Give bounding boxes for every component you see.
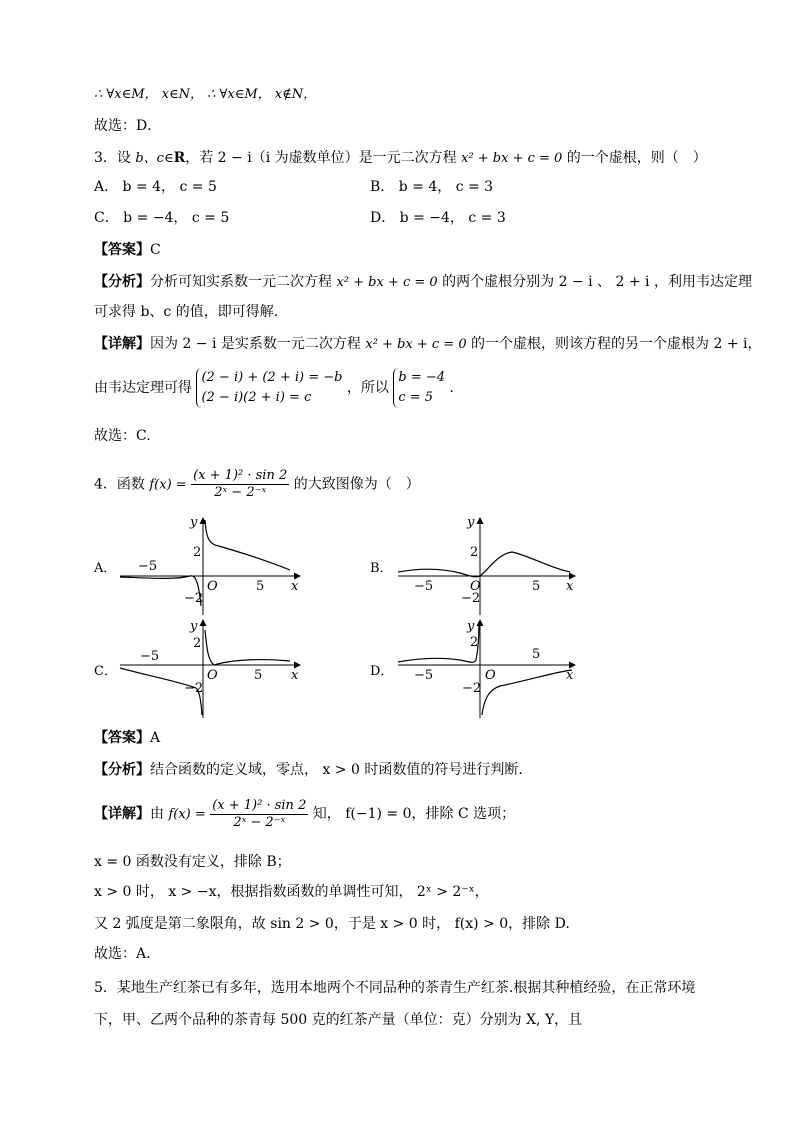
graph-a-label: A． bbox=[94, 561, 117, 576]
svg-text:x: x bbox=[291, 668, 299, 683]
svg-text:5: 5 bbox=[254, 668, 263, 683]
svg-text:2: 2 bbox=[470, 545, 479, 560]
svg-text:5: 5 bbox=[532, 579, 541, 594]
svg-text:5: 5 bbox=[532, 647, 541, 662]
q3-answer: 【答案】C bbox=[94, 242, 161, 258]
graph-c-curve bbox=[120, 630, 290, 715]
svg-text:y: y bbox=[467, 515, 475, 530]
q4-line-b: x = 0 函数没有定义，排除 B； bbox=[94, 854, 291, 870]
q4-detail-fraction: $\frac{\text{(x + 1)² · sin 2}}{\text{2ˣ − 2⁻ˣ}}$ bbox=[212, 797, 307, 830]
svg-text:y: y bbox=[190, 515, 198, 530]
set-condition-line: ∴ ∀x∈M， x∈N， ∴ ∀x∈M， x∉N， bbox=[94, 87, 317, 102]
q4-graphs bbox=[0, 510, 794, 730]
svg-text:O: O bbox=[207, 579, 218, 594]
svg-text:−2: −2 bbox=[462, 681, 482, 696]
graph-a bbox=[93, 515, 300, 615]
svg-text:5: 5 bbox=[256, 579, 265, 594]
svg-text:−2: −2 bbox=[184, 591, 204, 606]
svg-text:2: 2 bbox=[470, 635, 479, 650]
svg-text:O: O bbox=[485, 668, 496, 683]
svg-text:x: x bbox=[566, 668, 574, 683]
svg-text:x: x bbox=[291, 579, 299, 594]
graph-c-label: C． bbox=[94, 664, 117, 679]
svg-text:y: y bbox=[467, 619, 475, 634]
svg-text:x: x bbox=[566, 579, 574, 594]
svg-text:−5: −5 bbox=[138, 559, 158, 574]
svg-text:−2: −2 bbox=[461, 591, 481, 606]
graph-c bbox=[94, 619, 300, 718]
q4-analysis: 【分析】结合函数的定义域，零点， x > 0 时函数值的符号进行判断. bbox=[94, 762, 523, 778]
svg-text:−5: −5 bbox=[140, 649, 160, 664]
q3-analysis-cont: 可求得 b、c 的值，即可得解. bbox=[94, 304, 279, 320]
svg-text:−5: −5 bbox=[414, 579, 434, 594]
q3-detail: 【详解】因为 2 − i 是实系数一元二次方程 x² + bx + c = 0 的一个虚根，则该方程的另一个虚根为 2 + i， bbox=[94, 336, 762, 352]
q4-line-c: x > 0 时， x > −x，根据指数函数的单调性可知， 2ˣ > 2⁻ˣ， bbox=[94, 884, 489, 900]
q2-pick: 故选：D． bbox=[94, 118, 162, 134]
graph-d bbox=[370, 619, 575, 718]
q3-pick: 故选：C. bbox=[94, 428, 151, 444]
q4-pick: 故选：A. bbox=[94, 946, 151, 962]
graph-d-label: D． bbox=[370, 664, 394, 679]
graph-b-curve bbox=[398, 552, 570, 577]
graph-b bbox=[370, 515, 575, 615]
q3-option-a: A． b = 4， c = 5 bbox=[94, 179, 217, 195]
svg-text:−5: −5 bbox=[414, 668, 434, 683]
solution-system: b = −4 c = 5 bbox=[393, 368, 445, 408]
q5-line-2: 下，甲、乙两个品种的茶青每 500 克的红茶产量（单位：克）分别为 X, Y，且 bbox=[94, 1012, 583, 1028]
q4-stem: 4．函数 f(x) = $\frac{\text{(x + 1)² · sin 2}}{\text{2ˣ − 2⁻ˣ}}$ 的大致图像为（ ） bbox=[94, 468, 420, 500]
q3-vieta: 由韦达定理可得 (2 − i) + (2 + i) = −b (2 − i)(2 + i) = c ，所以 b = −4 c = 5 ． bbox=[94, 368, 463, 408]
svg-text:−2: −2 bbox=[184, 681, 204, 696]
q4-detail: 【详解】由 f(x) = $\frac{\text{(x + 1)² · sin 2}}{\text{2ˣ − 2⁻ˣ}}$ 知， f(−1) = 0，排除 C 选项； bbox=[94, 797, 516, 830]
q3-option-c: C． b = −4， c = 5 bbox=[94, 210, 230, 226]
svg-text:2: 2 bbox=[193, 636, 202, 651]
svg-text:y: y bbox=[190, 619, 198, 634]
q3-stem: 3．设 b、c∈R，若 2 − i（i 为虚数单位）是一元二次方程 x² + bx + c = 0 的一个虚根，则（ ） bbox=[94, 150, 707, 166]
svg-text:O: O bbox=[470, 579, 481, 594]
svg-text:O: O bbox=[207, 668, 218, 683]
q3-option-b: B． b = 4， c = 3 bbox=[370, 179, 494, 195]
vieta-system: (2 − i) + (2 + i) = −b (2 − i)(2 + i) = c bbox=[196, 368, 342, 408]
q5-line-1: 5．某地生产红茶已有多年，选用本地两个不同品种的茶青生产红茶.根据其种植经验，在正常环境 bbox=[94, 980, 696, 996]
q4-fraction: $\frac{\text{(x + 1)² · sin 2}}{\text{2ˣ − 2⁻ˣ}}$ bbox=[193, 468, 288, 500]
q3-option-d: D． b = −4， c = 3 bbox=[370, 210, 506, 226]
graph-b-label: B． bbox=[370, 561, 393, 576]
q4-line-d: 又 2 弧度是第二象限角，故 sin 2 > 0，于是 x > 0 时， f(x) > 0，排除 D. bbox=[94, 916, 570, 932]
q4-answer: 【答案】A bbox=[94, 730, 161, 746]
svg-text:2: 2 bbox=[193, 545, 202, 560]
q3-analysis: 【分析】分析可知实系数一元二次方程 x² + bx + c = 0 的两个虚根分别为 2 − i 、 2 + i ，利用韦达定理 bbox=[94, 274, 752, 290]
